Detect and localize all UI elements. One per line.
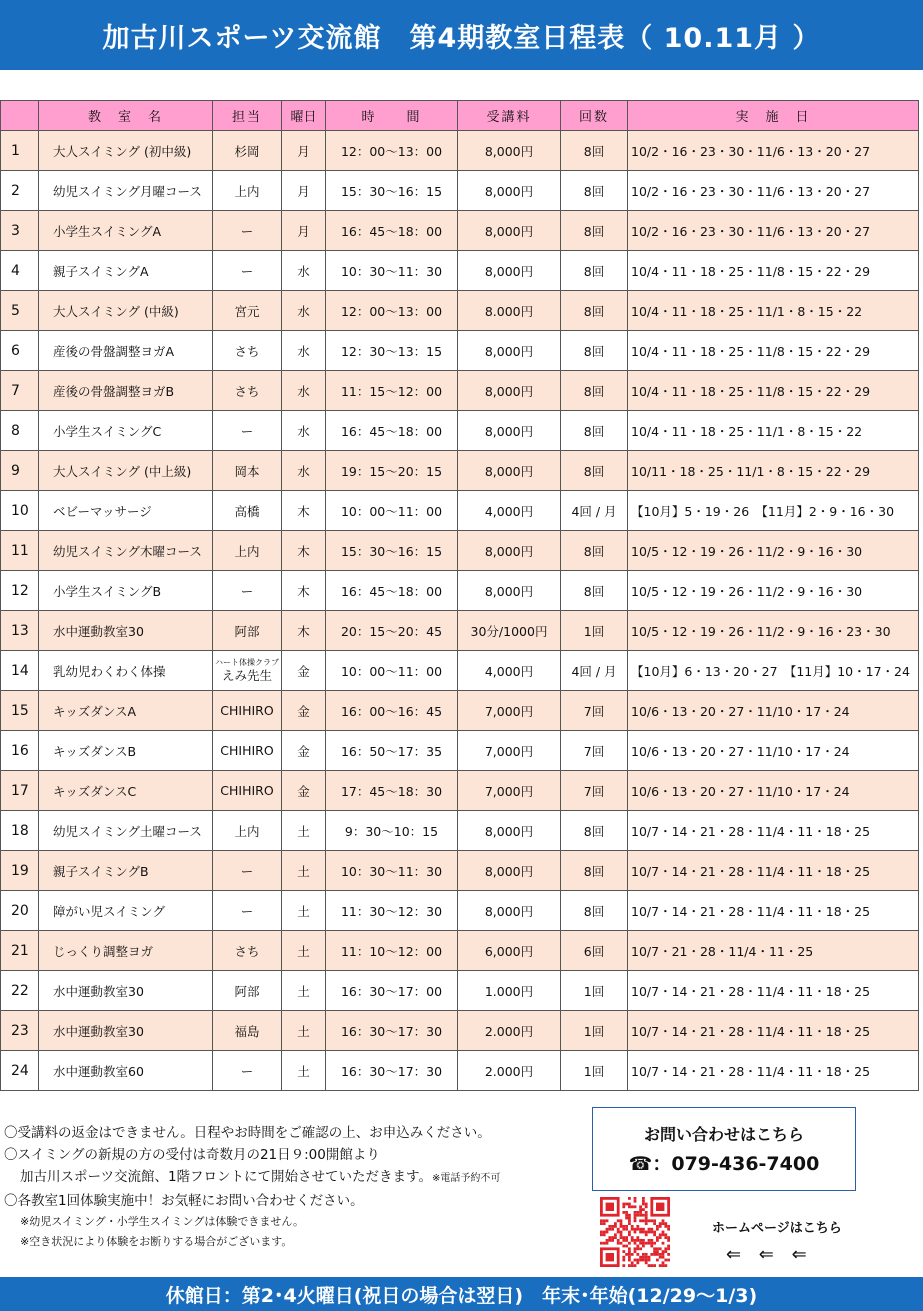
count: 7回 bbox=[561, 731, 628, 771]
dates: 10/7・14・21・28・11/4・11・18・25 bbox=[628, 1051, 919, 1091]
staff: 高橋 bbox=[213, 491, 282, 531]
day: 土 bbox=[282, 1051, 326, 1091]
time: 16：30～17：30 bbox=[326, 1011, 458, 1051]
staff: 阿部 bbox=[213, 971, 282, 1011]
count: 7回 bbox=[561, 691, 628, 731]
staff: 岡本 bbox=[213, 451, 282, 491]
day: 水 bbox=[282, 451, 326, 491]
count: 8回 bbox=[561, 411, 628, 451]
col-header-count: 回数 bbox=[561, 101, 628, 131]
time: 10：30～11：30 bbox=[326, 251, 458, 291]
day: 月 bbox=[282, 131, 326, 171]
class-name: 水中運動教室60 bbox=[39, 1051, 213, 1091]
col-header-time: 時 間 bbox=[326, 101, 458, 131]
class-name: 乳幼児わくわく体操 bbox=[39, 651, 213, 691]
contact-phone-line[interactable] bbox=[593, 1149, 855, 1176]
row-number: 15 bbox=[1, 691, 39, 731]
table-row bbox=[1, 491, 919, 531]
notes bbox=[4, 1122, 584, 1252]
day: 金 bbox=[282, 771, 326, 811]
time: 16：00～16：45 bbox=[326, 691, 458, 731]
arrow-left-icon: ⇐ ⇐ ⇐ bbox=[726, 1244, 813, 1265]
class-name: キッズダンスA bbox=[39, 691, 213, 731]
staff: ー bbox=[213, 851, 282, 891]
table-row bbox=[1, 971, 919, 1011]
note-reception-place: 加古川スポーツ交流館、1階フロントにて開始させていただきます。※電話予約不可 bbox=[20, 1169, 501, 1185]
class-name: 大人スイミング (中上級) bbox=[39, 451, 213, 491]
dates: 10/4・11・18・25・11/8・15・22・29 bbox=[628, 331, 919, 371]
dates: 10/7・14・21・28・11/4・11・18・25 bbox=[628, 811, 919, 851]
fee: 4,000円 bbox=[458, 491, 561, 531]
day: 月 bbox=[282, 171, 326, 211]
class-name: じっくり調整ヨガ bbox=[39, 931, 213, 971]
count: 8回 bbox=[561, 171, 628, 211]
time: 12：00～13：00 bbox=[326, 131, 458, 171]
table-row bbox=[1, 451, 919, 491]
day: 土 bbox=[282, 1011, 326, 1051]
count: 8回 bbox=[561, 851, 628, 891]
fee: 4,000円 bbox=[458, 651, 561, 691]
qr-code-icon[interactable] bbox=[600, 1197, 670, 1267]
class-name: 産後の骨盤調整ヨガB bbox=[39, 371, 213, 411]
day: 土 bbox=[282, 931, 326, 971]
count: 6回 bbox=[561, 931, 628, 971]
staff: CHIHIRO bbox=[213, 731, 282, 771]
class-name: キッズダンスC bbox=[39, 771, 213, 811]
table-row bbox=[1, 1051, 919, 1091]
row-number: 7 bbox=[1, 371, 39, 411]
fee: 8,000円 bbox=[458, 131, 561, 171]
dates: 10/4・11・18・25・11/8・15・22・29 bbox=[628, 251, 919, 291]
count: 1回 bbox=[561, 971, 628, 1011]
table-row bbox=[1, 771, 919, 811]
homepage-label[interactable]: ホームページはこちら bbox=[712, 1221, 842, 1236]
table-row bbox=[1, 531, 919, 571]
fee: 8,000円 bbox=[458, 571, 561, 611]
staff-name: えみ先生 bbox=[221, 667, 272, 683]
table-row bbox=[1, 731, 919, 771]
time: 16：30～17：00 bbox=[326, 971, 458, 1011]
col-header-no bbox=[1, 101, 39, 131]
dates: 10/2・16・23・30・11/6・13・20・27 bbox=[628, 131, 919, 171]
row-number: 23 bbox=[1, 1011, 39, 1051]
dates: 10/4・11・18・25・11/1・8・15・22 bbox=[628, 411, 919, 451]
fee: 8,000円 bbox=[458, 171, 561, 211]
time: 11：10～12：00 bbox=[326, 931, 458, 971]
staff: CHIHIRO bbox=[213, 691, 282, 731]
staff: ー bbox=[213, 211, 282, 251]
fee: 8,000円 bbox=[458, 891, 561, 931]
fee: 8,000円 bbox=[458, 531, 561, 571]
count: 4回 / 月 bbox=[561, 651, 628, 691]
staff: ー bbox=[213, 251, 282, 291]
row-number: 20 bbox=[1, 891, 39, 931]
day: 金 bbox=[282, 651, 326, 691]
table-row bbox=[1, 331, 919, 371]
fee: 8,000円 bbox=[458, 851, 561, 891]
time: 10：30～11：30 bbox=[326, 851, 458, 891]
fee: 8.000円 bbox=[458, 291, 561, 331]
row-number: 6 bbox=[1, 331, 39, 371]
dates: 10/2・16・23・30・11/6・13・20・27 bbox=[628, 211, 919, 251]
time: 16：45～18：00 bbox=[326, 411, 458, 451]
fee: 30分/1000円 bbox=[458, 611, 561, 651]
fee: 8,000円 bbox=[458, 811, 561, 851]
dates: 10/2・16・23・30・11/6・13・20・27 bbox=[628, 171, 919, 211]
count: 8回 bbox=[561, 891, 628, 931]
count: 8回 bbox=[561, 571, 628, 611]
class-name: 小学生スイミングB bbox=[39, 571, 213, 611]
count: 8回 bbox=[561, 811, 628, 851]
row-number: 18 bbox=[1, 811, 39, 851]
class-name: 幼児スイミング土曜コース bbox=[39, 811, 213, 851]
row-number: 4 bbox=[1, 251, 39, 291]
class-name: 小学生スイミングC bbox=[39, 411, 213, 451]
table-row bbox=[1, 211, 919, 251]
staff: 上内 bbox=[213, 171, 282, 211]
staff: さち bbox=[213, 931, 282, 971]
time: 20：15～20：45 bbox=[326, 611, 458, 651]
count: 1回 bbox=[561, 611, 628, 651]
fee: 1.000円 bbox=[458, 971, 561, 1011]
page-title: 加古川スポーツ交流館 第4期教室日程表（ 10.11月 ） bbox=[0, 0, 923, 70]
fee: 2.000円 bbox=[458, 1011, 561, 1051]
time: 11：15～12：00 bbox=[326, 371, 458, 411]
row-number: 22 bbox=[1, 971, 39, 1011]
staff bbox=[213, 651, 282, 691]
staff: ー bbox=[213, 571, 282, 611]
count: 8回 bbox=[561, 531, 628, 571]
row-number: 1 bbox=[1, 131, 39, 171]
staff: さち bbox=[213, 331, 282, 371]
class-name: 小学生スイミングA bbox=[39, 211, 213, 251]
col-header-day: 曜日 bbox=[282, 101, 326, 131]
class-name: キッズダンスB bbox=[39, 731, 213, 771]
schedule-table bbox=[0, 100, 919, 1091]
dates: 10/7・14・21・28・11/4・11・18・25 bbox=[628, 851, 919, 891]
fee: 7,000円 bbox=[458, 771, 561, 811]
dates: 10/6・13・20・27・11/10・17・24 bbox=[628, 691, 919, 731]
class-name: 大人スイミング (中級) bbox=[39, 291, 213, 331]
class-name: 水中運動教室30 bbox=[39, 1011, 213, 1051]
table-row bbox=[1, 891, 919, 931]
staff: 上内 bbox=[213, 531, 282, 571]
row-number: 8 bbox=[1, 411, 39, 451]
table-row bbox=[1, 251, 919, 291]
row-number: 14 bbox=[1, 651, 39, 691]
closed-days-banner: 休館日：第2･4火曜日(祝日の場合は翌日) 年末･年始(12/29～1/3) bbox=[0, 1277, 923, 1311]
table-row bbox=[1, 411, 919, 451]
table-row bbox=[1, 1011, 919, 1051]
contact-title: お問い合わせはこちら bbox=[643, 1125, 804, 1144]
staff: ー bbox=[213, 891, 282, 931]
note-trial-availability: ※空き状況により体験をお断りする場合がございます。 bbox=[20, 1235, 293, 1248]
dates: 10/7・14・21・28・11/4・11・18・25 bbox=[628, 1011, 919, 1051]
dates: 10/11・18・25・11/1・8・15・22・29 bbox=[628, 451, 919, 491]
time: 15：30～16：15 bbox=[326, 531, 458, 571]
day: 土 bbox=[282, 851, 326, 891]
note-no-phone: ※電話予約不可 bbox=[431, 1173, 501, 1184]
day: 水 bbox=[282, 251, 326, 291]
class-name: 水中運動教室30 bbox=[39, 971, 213, 1011]
class-name: 産後の骨盤調整ヨガA bbox=[39, 331, 213, 371]
row-number: 9 bbox=[1, 451, 39, 491]
day: 土 bbox=[282, 811, 326, 851]
time: 12：30～13：15 bbox=[326, 331, 458, 371]
table-row bbox=[1, 851, 919, 891]
note-refund: 〇受講料の返金はできません。日程やお時間をご確認の上、お申込みください。 bbox=[4, 1125, 491, 1141]
staff: ー bbox=[213, 1051, 282, 1091]
staff: 福島 bbox=[213, 1011, 282, 1051]
dates: 10/7・14・21・28・11/4・11・18・25 bbox=[628, 971, 919, 1011]
table-row bbox=[1, 651, 919, 691]
day: 木 bbox=[282, 571, 326, 611]
dates: 10/4・11・18・25・11/1・8・15・22 bbox=[628, 291, 919, 331]
class-name: ベビーマッサージ bbox=[39, 491, 213, 531]
phone-icon: ☎ bbox=[628, 1153, 653, 1175]
day: 木 bbox=[282, 491, 326, 531]
time: 10：00～11：00 bbox=[326, 491, 458, 531]
time: 9：30～10：15 bbox=[326, 811, 458, 851]
staff: 上内 bbox=[213, 811, 282, 851]
day: 水 bbox=[282, 371, 326, 411]
dates: 10/6・13・20・27・11/10・17・24 bbox=[628, 731, 919, 771]
dates: 10/7・21・28・11/4・11・25 bbox=[628, 931, 919, 971]
class-name: 親子スイミングB bbox=[39, 851, 213, 891]
day: 土 bbox=[282, 891, 326, 931]
col-header-name: 教 室 名 bbox=[39, 101, 213, 131]
table-row bbox=[1, 931, 919, 971]
staff: 宮元 bbox=[213, 291, 282, 331]
table-header-row bbox=[1, 101, 919, 131]
day: 金 bbox=[282, 731, 326, 771]
staff-club: ハート体操クラブ bbox=[215, 657, 279, 667]
col-header-dates: 実 施 日 bbox=[628, 101, 919, 131]
fee: 8,000円 bbox=[458, 451, 561, 491]
day: 木 bbox=[282, 531, 326, 571]
table-row bbox=[1, 691, 919, 731]
row-number: 16 bbox=[1, 731, 39, 771]
class-name: 幼児スイミング月曜コース bbox=[39, 171, 213, 211]
count: 8回 bbox=[561, 251, 628, 291]
class-name: 水中運動教室30 bbox=[39, 611, 213, 651]
day: 金 bbox=[282, 691, 326, 731]
class-name: 親子スイミングA bbox=[39, 251, 213, 291]
dates: 10/5・12・19・26・11/2・9・16・23・30 bbox=[628, 611, 919, 651]
note-swim-reception: 〇スイミングの新規の方の受付は奇数月の21日９:00開館より bbox=[4, 1147, 380, 1163]
table-row bbox=[1, 131, 919, 171]
time: 16：30～17：30 bbox=[326, 1051, 458, 1091]
count: 8回 bbox=[561, 291, 628, 331]
day: 水 bbox=[282, 331, 326, 371]
row-number: 5 bbox=[1, 291, 39, 331]
table-row bbox=[1, 811, 919, 851]
day: 水 bbox=[282, 291, 326, 331]
row-number: 10 bbox=[1, 491, 39, 531]
dates: 10/5・12・19・26・11/2・9・16・30 bbox=[628, 571, 919, 611]
day: 月 bbox=[282, 211, 326, 251]
row-number: 2 bbox=[1, 171, 39, 211]
time: 16：45～18：00 bbox=[326, 571, 458, 611]
table-row bbox=[1, 611, 919, 651]
fee: 8,000円 bbox=[458, 371, 561, 411]
row-number: 3 bbox=[1, 211, 39, 251]
class-name: 大人スイミング (初中級) bbox=[39, 131, 213, 171]
col-header-staff: 担当 bbox=[213, 101, 282, 131]
time: 12：00～13：00 bbox=[326, 291, 458, 331]
count: 8回 bbox=[561, 371, 628, 411]
table-row bbox=[1, 371, 919, 411]
note-trial-exclusion: ※幼児スイミング・小学生スイミングは体験できません。 bbox=[20, 1215, 304, 1228]
col-header-fee: 受講料 bbox=[458, 101, 561, 131]
table-row bbox=[1, 171, 919, 211]
day: 水 bbox=[282, 411, 326, 451]
staff: ー bbox=[213, 411, 282, 451]
table-row bbox=[1, 571, 919, 611]
fee: 8,000円 bbox=[458, 331, 561, 371]
time: 19：15～20：15 bbox=[326, 451, 458, 491]
row-number: 17 bbox=[1, 771, 39, 811]
fee: 7,000円 bbox=[458, 731, 561, 771]
fee: 8,000円 bbox=[458, 211, 561, 251]
time: 10：00～11：00 bbox=[326, 651, 458, 691]
row-number: 13 bbox=[1, 611, 39, 651]
count: 8回 bbox=[561, 331, 628, 371]
count: 4回 / 月 bbox=[561, 491, 628, 531]
row-number: 12 bbox=[1, 571, 39, 611]
count: 7回 bbox=[561, 771, 628, 811]
count: 8回 bbox=[561, 211, 628, 251]
time: 11：30～12：30 bbox=[326, 891, 458, 931]
count: 1回 bbox=[561, 1051, 628, 1091]
staff: 阿部 bbox=[213, 611, 282, 651]
time: 16：50～17：35 bbox=[326, 731, 458, 771]
contact-box bbox=[592, 1107, 856, 1191]
dates: 【10月】5・19・26 【11月】2・9・16・30 bbox=[628, 491, 919, 531]
time: 17：45～18：30 bbox=[326, 771, 458, 811]
day: 土 bbox=[282, 971, 326, 1011]
staff: 杉岡 bbox=[213, 131, 282, 171]
class-name: 幼児スイミング木曜コース bbox=[39, 531, 213, 571]
staff: さち bbox=[213, 371, 282, 411]
fee: 8,000円 bbox=[458, 411, 561, 451]
dates: 10/6・13・20・27・11/10・17・24 bbox=[628, 771, 919, 811]
row-number: 11 bbox=[1, 531, 39, 571]
row-number: 24 bbox=[1, 1051, 39, 1091]
count: 1回 bbox=[561, 1011, 628, 1051]
dates: 10/7・14・21・28・11/4・11・18・25 bbox=[628, 891, 919, 931]
dates: 【10月】6・13・20・27 【11月】10・17・24 bbox=[628, 651, 919, 691]
staff: CHIHIRO bbox=[213, 771, 282, 811]
row-number: 21 bbox=[1, 931, 39, 971]
table-row bbox=[1, 291, 919, 331]
fee: 6,000円 bbox=[458, 931, 561, 971]
dates: 10/4・11・18・25・11/8・15・22・29 bbox=[628, 371, 919, 411]
count: 8回 bbox=[561, 451, 628, 491]
day: 木 bbox=[282, 611, 326, 651]
class-name: 障がい児スイミング bbox=[39, 891, 213, 931]
dates: 10/5・12・19・26・11/2・9・16・30 bbox=[628, 531, 919, 571]
table-body bbox=[1, 131, 919, 1091]
row-number: 19 bbox=[1, 851, 39, 891]
time: 15：30～16：15 bbox=[326, 171, 458, 211]
fee: 2.000円 bbox=[458, 1051, 561, 1091]
contact-phone: ：079-436-7400 bbox=[652, 1153, 820, 1175]
fee: 7,000円 bbox=[458, 691, 561, 731]
fee: 8,000円 bbox=[458, 251, 561, 291]
count: 8回 bbox=[561, 131, 628, 171]
note-trial: 〇各教室1回体験実施中！お気軽にお問い合わせください。 bbox=[4, 1193, 364, 1209]
time: 16：45～18：00 bbox=[326, 211, 458, 251]
